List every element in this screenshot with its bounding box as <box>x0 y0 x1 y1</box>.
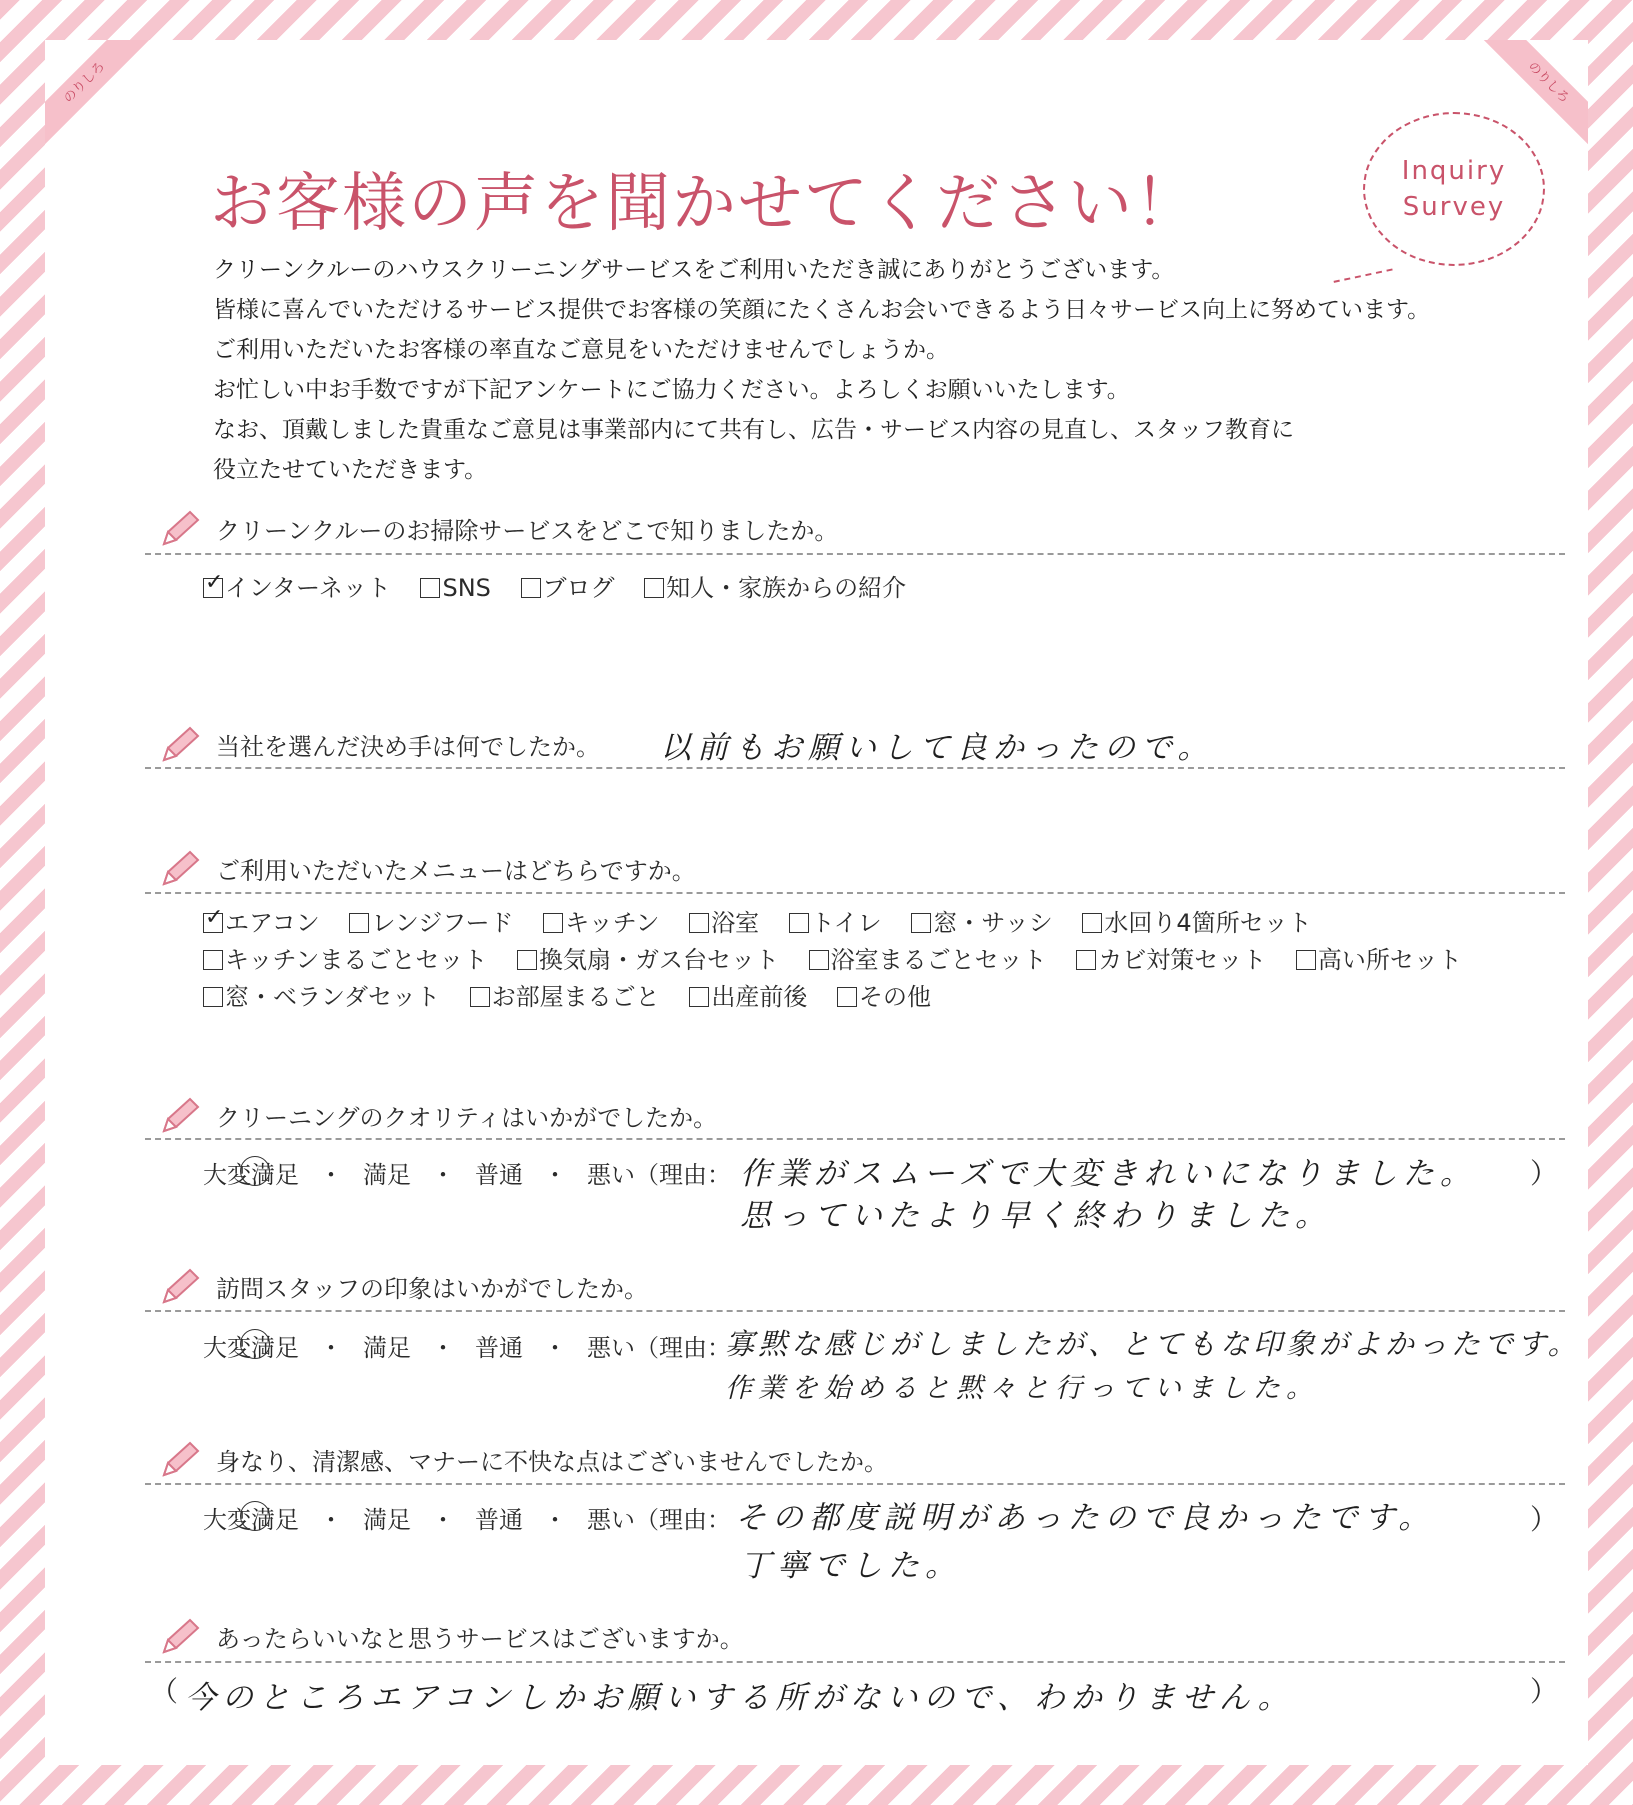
corner-label-right: のりしろ <box>1478 40 1588 150</box>
intro-line: クリーンクルーのハウスクリーニングサービスをご利用いただき誠にありがとうございます。 <box>213 257 1175 283</box>
selection-circle <box>240 1156 270 1186</box>
q3-row <box>203 979 1484 1016</box>
rating-neutral[interactable]: 普通 <box>475 1334 523 1362</box>
rating-very-satisfied[interactable]: 大変満足 <box>203 1334 299 1362</box>
option-kitchen[interactable] <box>543 905 659 942</box>
reason-label: （理由： <box>635 1161 731 1189</box>
pencil-icon <box>160 1616 202 1656</box>
option-bathroom-set[interactable] <box>809 942 1047 979</box>
selection-circle <box>240 1501 270 1531</box>
question-1 <box>160 506 1560 550</box>
option-label: トイレ <box>810 909 882 937</box>
close-paren: ） <box>1530 1675 1559 1708</box>
option-fan-gas-set[interactable] <box>517 942 779 979</box>
option-mold-set[interactable] <box>1076 942 1266 979</box>
option-high-place-set[interactable] <box>1296 942 1462 979</box>
divider <box>145 1483 1565 1485</box>
q3-row <box>203 942 1484 979</box>
checkbox[interactable] <box>689 913 709 933</box>
checkbox[interactable] <box>789 913 809 933</box>
option-kitchen-set[interactable] <box>203 942 487 979</box>
reason-label: （理由： <box>635 1334 731 1362</box>
rating-satisfied[interactable]: 満足 <box>363 1334 411 1362</box>
q6-rating <box>203 1500 731 1535</box>
option-label: その他 <box>858 983 931 1011</box>
pencil-icon <box>160 724 202 764</box>
separator: ・ <box>543 1334 567 1362</box>
question-3-text: ご利用いただいたメニューはどちらですか。 <box>216 856 696 885</box>
reason-label: （理由： <box>635 1506 731 1534</box>
selection-circle <box>240 1329 270 1359</box>
question-2-text: 当社を選んだ決め手は何でしたか。 <box>216 732 600 761</box>
intro-text <box>213 250 1613 490</box>
checkbox[interactable] <box>420 578 440 598</box>
divider <box>145 892 1565 894</box>
question-5-text: 訪問スタッフの印象はいかがでしたか。 <box>216 1274 648 1303</box>
answer-handwritten[interactable]: 以前もお願いして良かったので。 <box>660 729 1215 766</box>
separator: ・ <box>431 1506 455 1534</box>
checkbox[interactable] <box>517 950 537 970</box>
checkbox[interactable] <box>644 578 664 598</box>
checkbox[interactable] <box>911 913 931 933</box>
option-label: SNS <box>442 574 491 602</box>
checkbox-checked[interactable] <box>203 913 223 933</box>
option-blog[interactable] <box>521 570 615 607</box>
rating-satisfied[interactable]: 満足 <box>363 1161 411 1189</box>
intro-line: なお、頂戴しました貴重なご意見は事業部内にて共有し、広告・サービス内容の見直し、スタッフ教育に <box>213 417 1294 443</box>
option-rangehood[interactable] <box>349 905 513 942</box>
option-water-4set[interactable] <box>1082 905 1311 942</box>
q3-options <box>203 905 1484 1016</box>
option-bathroom[interactable] <box>689 905 759 942</box>
q5-rating <box>203 1328 731 1363</box>
q6-reason-line1[interactable]: その都度説明があったので良かったです。 <box>735 1500 1436 1536</box>
q3-row <box>203 905 1484 942</box>
close-paren: ） <box>1530 1503 1559 1536</box>
close-paren: ） <box>1530 1157 1559 1190</box>
option-label: エアコン <box>225 909 320 937</box>
option-label: お部屋まるごと <box>491 983 660 1011</box>
option-sns[interactable] <box>420 570 490 607</box>
rating-satisfied[interactable]: 満足 <box>363 1506 411 1534</box>
checkbox[interactable] <box>1082 913 1102 933</box>
rating-bad[interactable]: 悪い <box>587 1334 635 1362</box>
question-3 <box>160 846 1560 890</box>
checkbox[interactable] <box>837 987 857 1007</box>
option-referral[interactable] <box>644 570 906 607</box>
separator: ・ <box>319 1161 343 1189</box>
option-label: 出産前後 <box>711 983 808 1011</box>
option-internet[interactable] <box>203 570 391 607</box>
badge-line2: Survey <box>1402 192 1506 222</box>
q5-reason-line1[interactable]: 寡黙な感じがしましたが、とてもな印象がよかったです。 <box>725 1327 1581 1361</box>
divider <box>145 553 1565 555</box>
option-label: 知人・家族からの紹介 <box>666 574 907 602</box>
option-label: インターネット <box>225 574 391 602</box>
page-title: お客様の声を聞かせてください！ <box>210 167 1200 241</box>
option-room-set[interactable] <box>470 979 660 1016</box>
pencil-icon <box>160 1439 202 1479</box>
separator: ・ <box>319 1506 343 1534</box>
checkbox[interactable] <box>203 987 223 1007</box>
divider <box>145 767 1565 769</box>
separator: ・ <box>431 1161 455 1189</box>
question-6 <box>160 1437 1560 1481</box>
survey-sheet <box>45 40 1588 1765</box>
checkbox[interactable] <box>470 987 490 1007</box>
option-label: 換気扇・ガス台セット <box>538 946 779 974</box>
checkbox[interactable] <box>349 913 369 933</box>
option-label: 浴室 <box>711 909 760 937</box>
corner-label-left: のりしろ <box>45 40 155 150</box>
open-paren: （ <box>150 1675 179 1708</box>
question-5 <box>160 1264 1560 1308</box>
separator: ・ <box>543 1161 567 1189</box>
divider <box>145 1310 1565 1312</box>
pencil-icon <box>160 1095 202 1135</box>
separator: ・ <box>319 1334 343 1362</box>
option-toilet[interactable] <box>789 905 882 942</box>
option-label: 水回り4箇所セット <box>1104 909 1312 937</box>
checkbox[interactable] <box>543 913 563 933</box>
corner-tag-right <box>1478 40 1588 150</box>
checkbox[interactable] <box>521 578 541 598</box>
intro-line: ご利用いただいたお客様の率直なご意見をいただけませんでしょうか。 <box>213 337 949 363</box>
rating-very-satisfied[interactable]: 大変満足 <box>203 1506 299 1534</box>
option-label: キッチン <box>565 909 660 937</box>
question-1-text: クリーンクルーのお掃除サービスをどこで知りましたか。 <box>216 516 839 545</box>
rating-very-satisfied[interactable]: 大変満足 <box>203 1161 299 1189</box>
option-label: 窓・サッシ <box>933 909 1053 937</box>
checkbox[interactable] <box>203 950 223 970</box>
q1-options <box>203 570 928 607</box>
checkbox[interactable] <box>1076 950 1096 970</box>
intro-line: 皆様に喜んでいただけるサービス提供でお客様の笑顔にたくさんお会いできるよう日々サービス向上に努めています。 <box>213 297 1431 323</box>
intro-line: お忙しい中お手数ですが下記アンケートにご協力ください。よろしくお願いいたします。 <box>213 377 1130 403</box>
checkbox-checked[interactable] <box>203 578 223 598</box>
divider <box>145 1138 1565 1140</box>
option-maternity[interactable] <box>689 979 807 1016</box>
q4-rating <box>203 1155 731 1190</box>
separator: ・ <box>431 1334 455 1362</box>
option-label: カビ対策セット <box>1098 946 1267 974</box>
q6-reason-line2[interactable]: 丁寧でした。 <box>740 1548 962 1584</box>
pencil-icon <box>160 1266 202 1306</box>
divider <box>145 1661 1565 1663</box>
rating-neutral[interactable]: 普通 <box>475 1506 523 1534</box>
rating-neutral[interactable]: 普通 <box>475 1161 523 1189</box>
option-label: レンジフード <box>371 909 514 937</box>
question-6-text: 身なり、清潔感、マナーに不快な点はございませんでしたか。 <box>216 1447 888 1476</box>
q4-reason-line2[interactable]: 思っていたより早く終わりました。 <box>740 1198 1332 1234</box>
option-label: ブログ <box>542 574 615 602</box>
rating-bad[interactable]: 悪い <box>587 1506 635 1534</box>
option-label: キッチンまるごとセット <box>225 946 488 974</box>
option-window-sash[interactable] <box>911 905 1053 942</box>
q7-answer-handwritten[interactable]: 今のところエアコンしかお願いする所がないので、わかりません。 <box>185 1680 1295 1716</box>
option-other[interactable] <box>837 979 931 1016</box>
pencil-icon <box>160 848 202 888</box>
question-2 <box>160 722 1560 766</box>
option-window-veranda-set[interactable] <box>203 979 440 1016</box>
option-aircon[interactable] <box>203 905 320 942</box>
rating-bad[interactable]: 悪い <box>587 1161 635 1189</box>
corner-tag-left <box>45 40 155 150</box>
question-7 <box>160 1614 1560 1658</box>
badge-line1: Inquiry <box>1401 156 1507 186</box>
option-label: 浴室まるごとセット <box>830 946 1047 974</box>
separator: ・ <box>543 1506 567 1534</box>
option-label: 高い所セット <box>1317 946 1462 974</box>
question-7-text: あったらいいなと思うサービスはございますか。 <box>216 1624 744 1653</box>
q5-reason-line2[interactable]: 作業を始めると黙々と行っていました。 <box>725 1373 1319 1404</box>
checkbox[interactable] <box>809 950 829 970</box>
option-label: 窓・ベランダセット <box>225 983 441 1011</box>
intro-line: 役立たせていただきます。 <box>213 457 488 483</box>
checkbox[interactable] <box>689 987 709 1007</box>
q4-reason-line1[interactable]: 作業がスムーズで大変きれいになりました。 <box>740 1156 1477 1192</box>
pencil-icon <box>160 508 202 548</box>
question-4 <box>160 1093 1560 1137</box>
question-4-text: クリーニングのクオリティはいかがでしたか。 <box>216 1103 718 1132</box>
checkbox[interactable] <box>1296 950 1316 970</box>
